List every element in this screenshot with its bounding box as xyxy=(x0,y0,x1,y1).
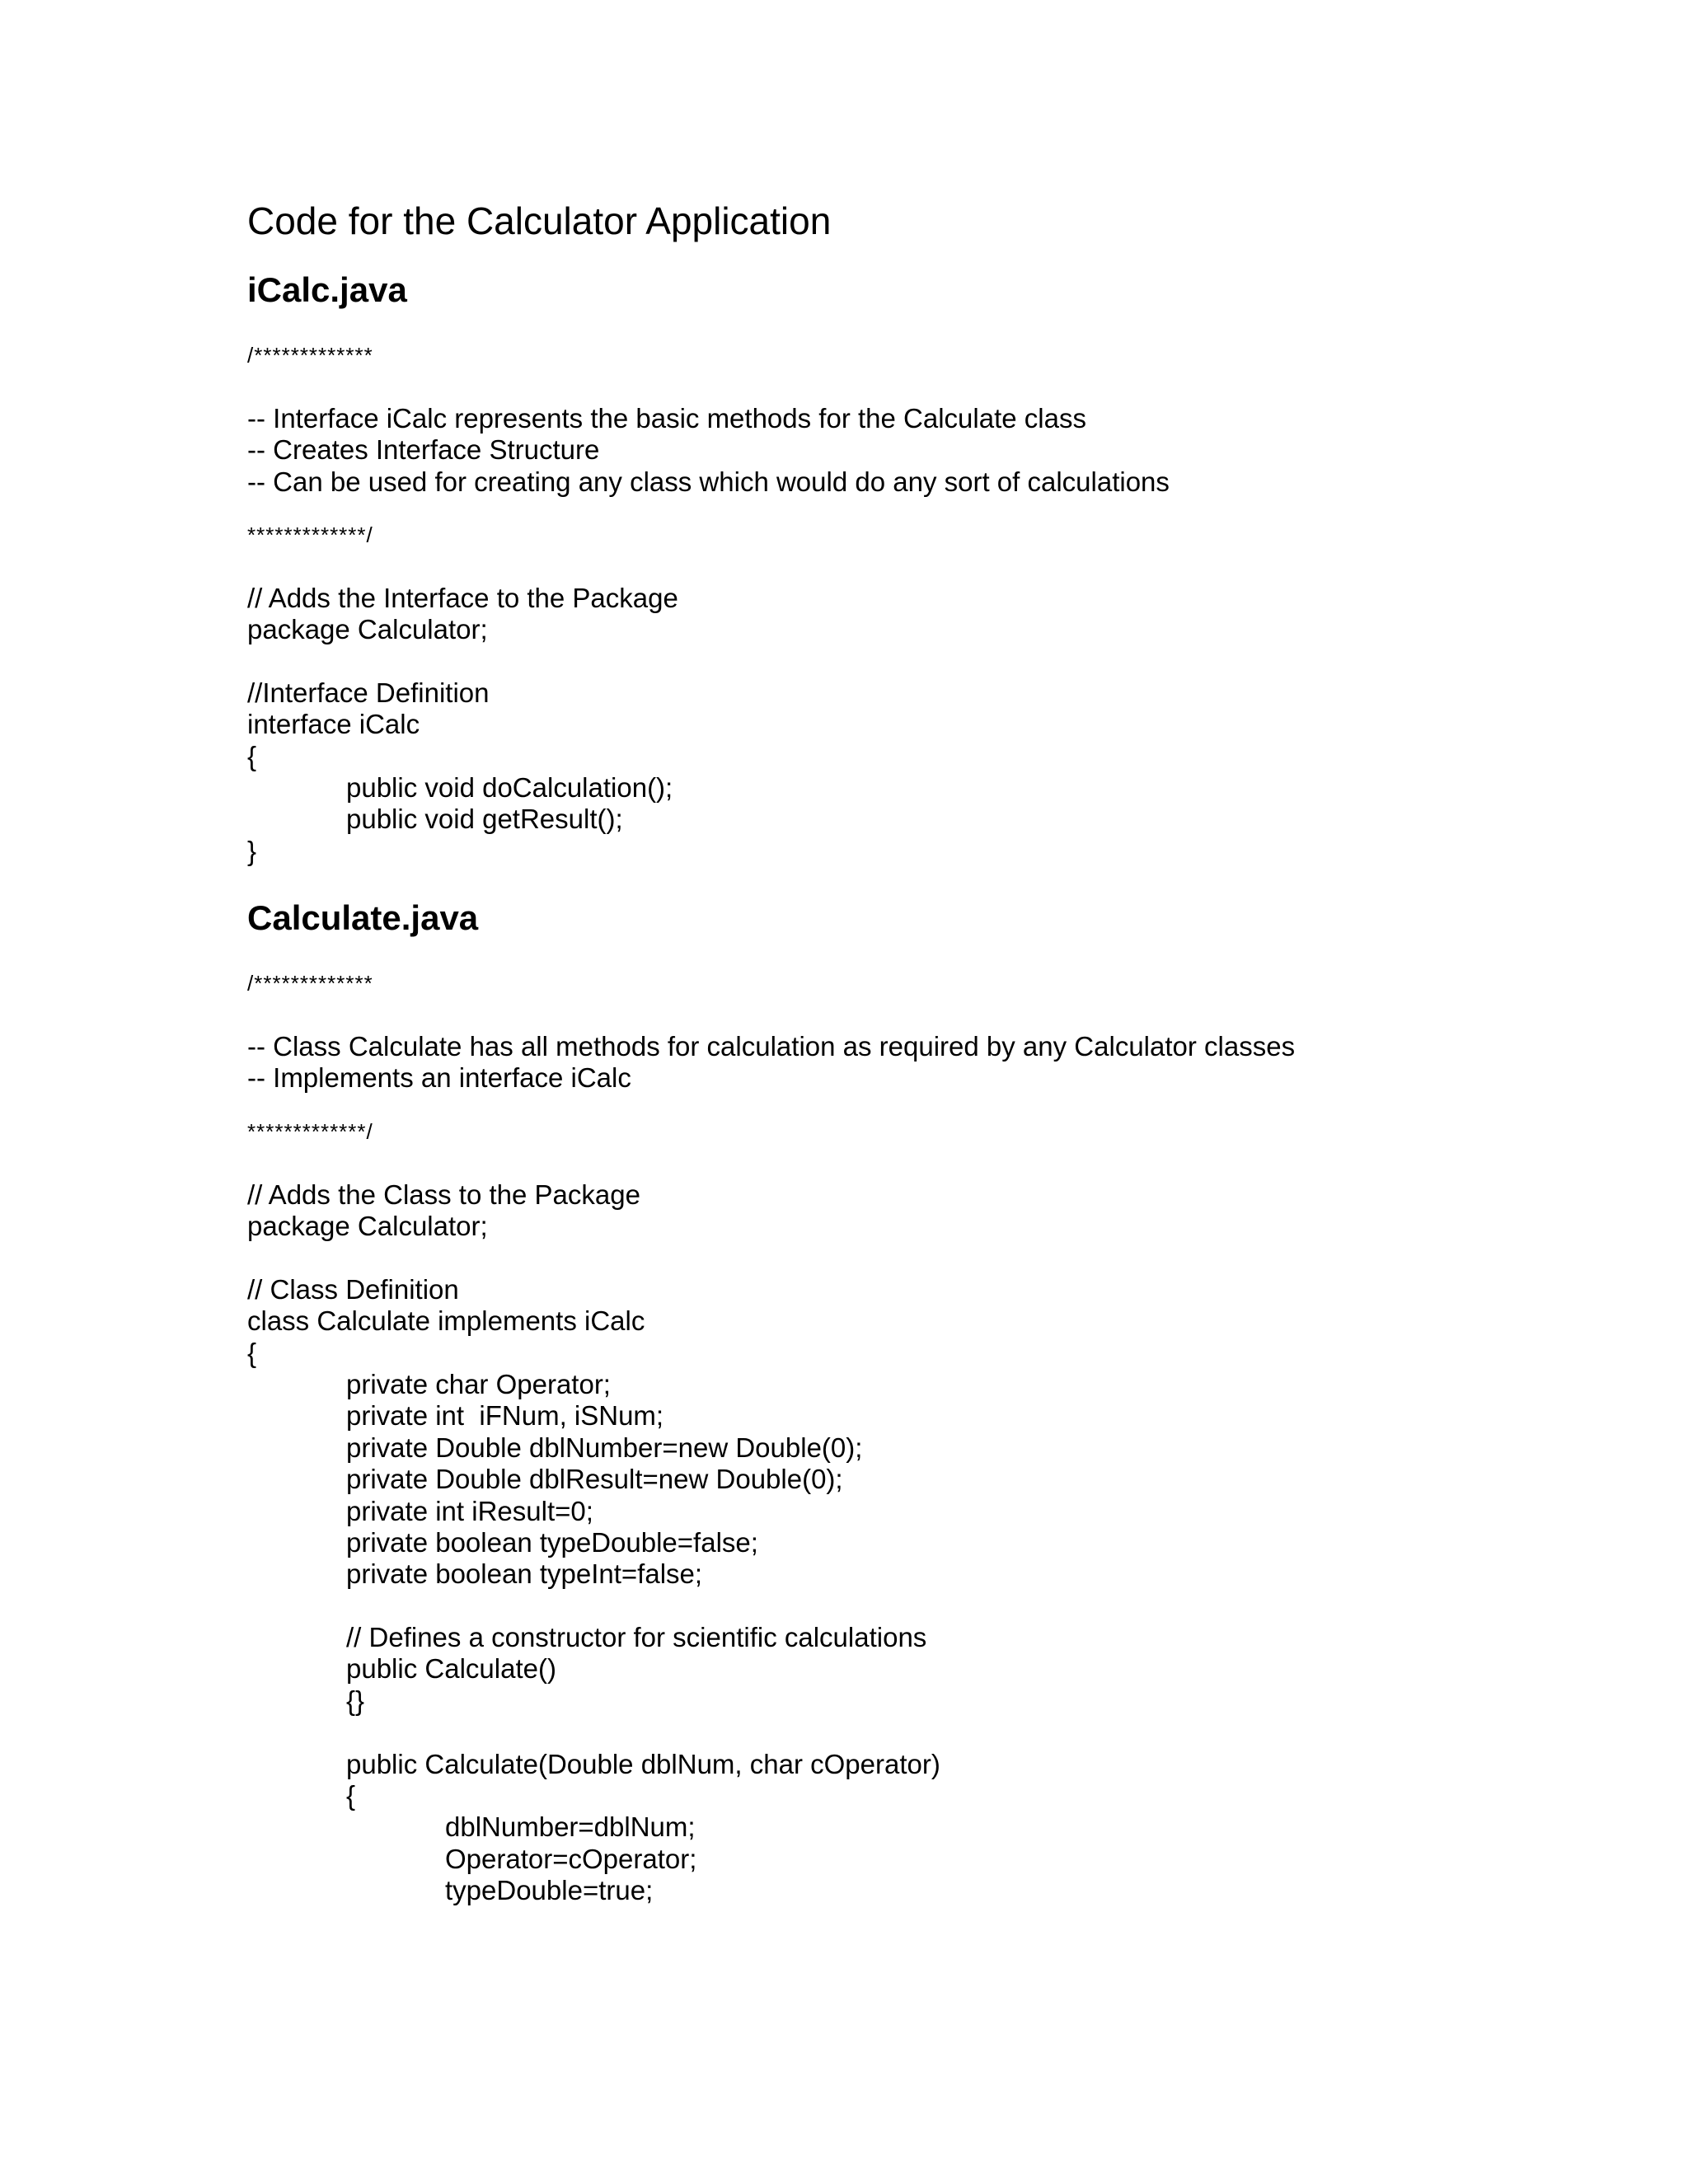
code-line: { xyxy=(247,740,257,771)
code-block-calculate xyxy=(247,968,1607,1906)
code-line: private int iFNum, iSNum; xyxy=(346,1400,664,1432)
code-line: package Calculator; xyxy=(247,1210,488,1241)
code-line: -- Class Calculate has all methods for calculation as required by any Calculator classes xyxy=(247,1031,1296,1062)
code-line: public void doCalculation(); xyxy=(346,772,673,804)
code-line: // Class Definition xyxy=(247,1273,459,1305)
code-line: public Calculate(Double dblNum, char cOperator) xyxy=(346,1748,940,1779)
blank-line xyxy=(247,1717,1607,1748)
blank-line xyxy=(247,551,1607,582)
document-content xyxy=(247,194,1607,1907)
code-line: //Interface Definition xyxy=(247,677,490,708)
code-line: { xyxy=(346,1780,356,1811)
code-line: private char Operator; xyxy=(346,1368,611,1399)
code-line: Operator=cOperator; xyxy=(445,1843,697,1874)
file-heading-calculate: Calculate.java xyxy=(247,898,479,938)
code-line: -- Interface iCalc represents the basic methods for the Calculate class xyxy=(247,402,1086,434)
file-section-icalc xyxy=(247,267,1607,867)
code-line: interface iCalc xyxy=(247,709,420,740)
code-line: private Double dblNumber=new Double(0); xyxy=(346,1432,863,1463)
code-line: // Adds the Interface to the Package xyxy=(247,582,678,613)
code-line: typeDouble=true; xyxy=(445,1875,654,1906)
code-line: { xyxy=(247,1337,257,1368)
comment-delimiter-line: *************/ xyxy=(247,522,373,547)
blank-line xyxy=(247,1147,1607,1179)
code-line: public void getResult(); xyxy=(346,804,623,835)
code-line: // Adds the Class to the Package xyxy=(247,1179,640,1210)
code-line: // Defines a constructor for scientific calculations xyxy=(346,1622,927,1653)
code-line: } xyxy=(247,835,257,866)
code-line: dblNumber=dblNum; xyxy=(445,1811,696,1843)
blank-line xyxy=(247,1591,1607,1622)
code-line: public Calculate() xyxy=(346,1653,556,1685)
code-line: private boolean typeInt=false; xyxy=(346,1558,703,1590)
comment-delimiter-line: /************* xyxy=(247,971,373,996)
document-title: Code for the Calculator Application xyxy=(247,199,832,242)
code-block-icalc xyxy=(247,340,1607,867)
blank-line xyxy=(247,646,1607,677)
blank-line xyxy=(247,1242,1607,1273)
blank-line xyxy=(247,1000,1607,1031)
code-line: -- Can be used for creating any class which would do any sort of calculations xyxy=(247,466,1170,497)
code-line: package Calculator; xyxy=(247,614,488,645)
file-heading-icalc: iCalc.java xyxy=(247,270,407,309)
code-line: -- Implements an interface iCalc xyxy=(247,1062,631,1094)
comment-delimiter-line: *************/ xyxy=(247,1118,373,1144)
code-line: private Double dblResult=new Double(0); xyxy=(346,1464,843,1495)
code-line: -- Creates Interface Structure xyxy=(247,434,600,466)
file-section-calculate xyxy=(247,895,1607,1906)
blank-line xyxy=(247,498,1607,519)
code-line: private int iResult=0; xyxy=(346,1495,593,1526)
code-line: private boolean typeDouble=false; xyxy=(346,1526,758,1558)
comment-delimiter-line: /************* xyxy=(247,343,373,368)
code-line: {} xyxy=(346,1685,365,1716)
blank-line xyxy=(247,371,1607,402)
code-line: class Calculate implements iCalc xyxy=(247,1305,645,1337)
blank-line xyxy=(247,1094,1607,1116)
